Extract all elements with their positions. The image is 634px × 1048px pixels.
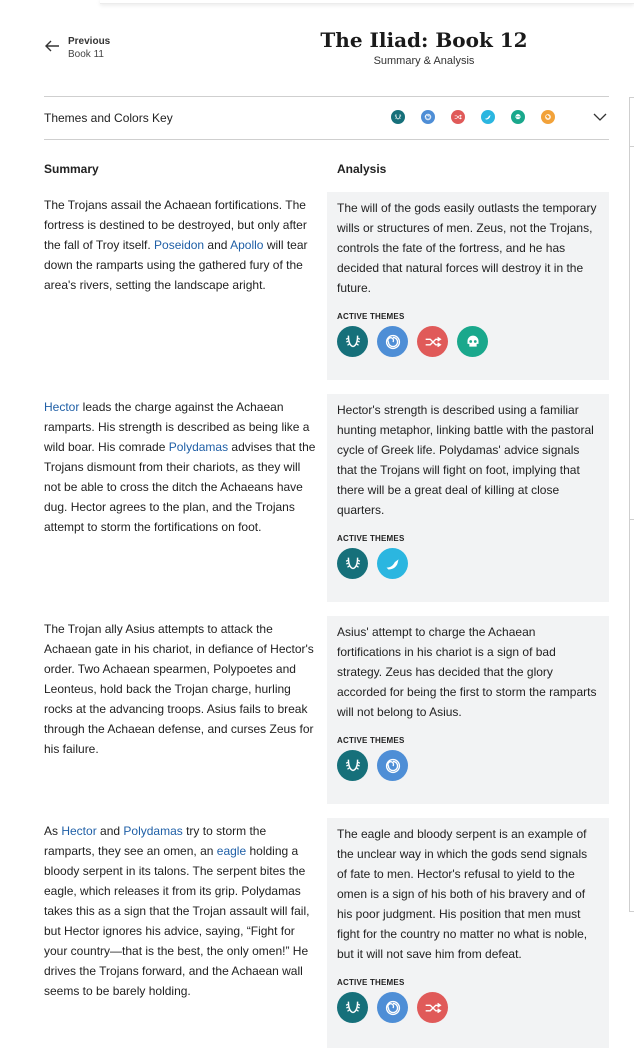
previous-text (68, 36, 110, 61)
character-link[interactable]: Hector (44, 400, 80, 414)
active-theme-icons (337, 992, 599, 1023)
page-title: The Iliad: Book 12 (320, 28, 528, 52)
summary-segment: holding a bloody serpent in its talons. The serpent bites the eagle, which releases it from its grip. Polydamas takes this as a sign that the Trojan assault will fail, but Hector ignores his advice, saying, “Fight for your country—that is the best, the only omen!” He drives the Trojans forward, and the Achaean wall seems to be barely holding. (44, 844, 310, 998)
laurel-icon[interactable] (337, 548, 368, 579)
orange-swirl-icon[interactable] (541, 110, 555, 124)
character-link[interactable]: Polydamas (123, 824, 183, 838)
swirl-icon[interactable] (377, 992, 408, 1023)
laurel-icon[interactable] (337, 750, 368, 781)
themes-key-label: Themes and Colors Key (44, 111, 173, 125)
laurel-icon[interactable] (391, 110, 405, 124)
arrows-icon[interactable] (417, 326, 448, 357)
summary-text (44, 397, 316, 537)
themes-key-icons (391, 110, 555, 124)
summary-segment: The Trojans assail the Achaean fortifications. The fortress is destined to be destroyed, but only after the fall of Troy itself. (44, 198, 307, 252)
analysis-text: The will of the gods easily outlasts the temporary wills or structures of men. Zeus, not the Trojans, controls the fate of the fortress, and he has decided that natural forces will destroy it in the future. (337, 201, 597, 295)
skull-icon[interactable] (511, 110, 525, 124)
summary-text (44, 821, 316, 1001)
previous-book: Book 11 (68, 49, 104, 60)
bird-icon[interactable] (481, 110, 495, 124)
summary-column-heading: Summary (44, 162, 99, 176)
summary-segment: leads the charge against the Achaean ramparts. His strength is described as being like a wild boar. His comrade (44, 400, 310, 454)
analysis-text: Hector's strength is described using a familiar hunting metaphor, linking battle with the pastoral cycle of Greek life. Polydamas' advice signals that the Trojans will fight on foot, implying that there will be a great deal of killing at close quarters. (337, 403, 594, 517)
active-themes-label: ACTIVE THEMES (337, 534, 405, 543)
page-subtitle: Summary & Analysis (373, 55, 475, 67)
summary-segment: will tear down the ramparts using the gathered fury of the area's rivers, setting the landscape aright. (44, 238, 308, 292)
summary-segment: and (204, 238, 231, 252)
character-link[interactable]: eagle (216, 844, 247, 858)
active-theme-icons (337, 326, 599, 357)
active-theme-icons (337, 750, 599, 781)
arrow-left-icon (44, 38, 60, 59)
bird-icon[interactable] (377, 548, 408, 579)
previous-label: Previous (68, 36, 111, 47)
skull-icon[interactable] (457, 326, 488, 357)
swirl-icon[interactable] (421, 110, 435, 124)
swirl-icon[interactable] (377, 326, 408, 357)
summary-segment: advises that the Trojans dismount from their chariots, as they will not be able to cross the ditch the Achaeans have dug. Hector agrees to the plan, and the Trojans attempt to storm the fortifications on foot. (44, 440, 316, 534)
side-rail (629, 97, 634, 912)
active-theme-icons (337, 548, 599, 579)
summary-text (44, 619, 316, 759)
swirl-icon[interactable] (377, 750, 408, 781)
analysis-panel (327, 394, 609, 602)
active-themes-label: ACTIVE THEMES (337, 736, 405, 745)
summary-text (44, 195, 316, 295)
analysis-panel (327, 192, 609, 380)
arrows-icon[interactable] (451, 110, 465, 124)
analysis-text: Asius' attempt to charge the Achaean fortifications in his chariot is a sign of bad strategy. Zeus has decided that the glory accorded for being the first to storm the ramparts will not belong to Asius. (337, 625, 597, 719)
analysis-column-heading: Analysis (337, 162, 387, 176)
summary-segment: As (44, 824, 62, 838)
top-bar-edge (100, 0, 634, 4)
character-link[interactable]: Apollo (230, 238, 264, 252)
themes-key-toggle[interactable] (44, 96, 609, 140)
analysis-text: The eagle and bloody serpent is an example of the unclear way in which the gods send signals of fate to men. Hector's refusal to yield to the omen is a sign of his both of his bravery and of his poor judgment. His position that men must fight for the country no matter no what is noble, but it will not save him from defeat. (337, 827, 588, 961)
character-link[interactable]: Polydamas (168, 440, 229, 454)
laurel-icon[interactable] (337, 326, 368, 357)
character-link[interactable]: Hector (61, 824, 97, 838)
laurel-icon[interactable] (337, 992, 368, 1023)
previous-book-link[interactable] (44, 36, 110, 61)
active-themes-label: ACTIVE THEMES (337, 978, 405, 987)
analysis-panel (327, 616, 609, 804)
summary-segment: The Trojan ally Asius attempts to attack the Achaean gate in his chariot, in defiance of Hector's order. Two Achaean spearmen, Polypoetes and Leonteus, hold back the Trojan charge, hurling rocks at the advancing troops. Asius fails to break through the Achaean defense, and curses Zeus for his failure. (44, 622, 314, 756)
summary-segment: try to storm the ramparts, they see an omen, an (44, 824, 267, 858)
character-link[interactable]: Poseidon (154, 238, 205, 252)
arrows-icon[interactable] (417, 992, 448, 1023)
summary-segment: and (96, 824, 124, 838)
analysis-panel (327, 818, 609, 1048)
active-themes-label: ACTIVE THEMES (337, 312, 405, 321)
